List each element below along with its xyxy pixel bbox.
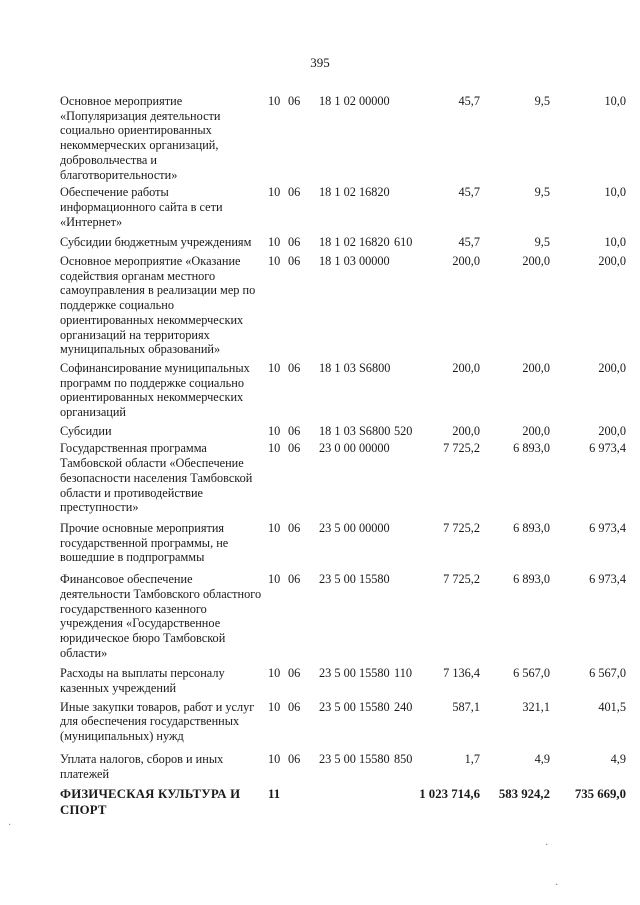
- row-value-2: 4,9: [534, 751, 550, 766]
- row-section: 10: [268, 423, 281, 438]
- row-value-3: 6 973,4: [589, 441, 626, 456]
- row-subsection: 06: [288, 94, 301, 108]
- row-value-1: 200,0: [452, 254, 480, 269]
- row-value-2: 6 893,0: [513, 520, 550, 535]
- row-target-code: 23 5 00 15580: [319, 699, 390, 714]
- row-target-code: 18 1 02 00000: [319, 94, 390, 108]
- row-value-1: 45,7: [458, 235, 480, 250]
- row-name: Субсидии: [60, 423, 112, 438]
- row-value-1: 7 725,2: [443, 572, 480, 587]
- row-value-2: 6 567,0: [513, 666, 550, 681]
- row-value-3: 200,0: [598, 360, 626, 375]
- row-value-1: 7 136,4: [443, 666, 480, 681]
- row-subsection: 06: [288, 254, 301, 269]
- row-expense-type: 110: [394, 666, 412, 681]
- row-target-code: 23 5 00 15580: [319, 666, 390, 681]
- row-name: Государственная программа Тамбовской области «Обеспечение безопасности населения Тамбовской области и противодействие преступности»: [60, 441, 253, 515]
- row-name: Прочие основные мероприятия государственной программы, не вошедшие в подпрограммы: [60, 520, 229, 565]
- row-target-code: 23 0 00 00000: [319, 441, 390, 456]
- row-value-1: 7 725,2: [443, 520, 480, 535]
- row-subsection: 06: [288, 699, 301, 714]
- row-subsection: 06: [288, 751, 301, 766]
- table-row: [60, 185, 626, 229]
- row-target-code: 23 5 00 00000: [319, 520, 390, 535]
- row-name: Основное мероприятие «Популяризация деятельности социально ориентированных некоммерческих организаций, добровольчества и благотворительности»: [60, 94, 221, 182]
- row-section: 10: [268, 360, 281, 375]
- row-subsection: 06: [288, 520, 301, 535]
- row-name: Иные закупки товаров, работ и услуг для обеспечения государственных (муниципальных) нужд: [60, 699, 255, 744]
- row-value-3: 10,0: [604, 185, 626, 200]
- row-value-2: 583 924,2: [498, 787, 550, 802]
- table-row: [60, 441, 626, 515]
- row-section: 10: [268, 699, 281, 714]
- row-value-1: 1,7: [464, 751, 480, 766]
- row-subsection: 06: [288, 423, 301, 438]
- row-name: Софинансирование муниципальных программ по поддержке социально ориентированных некоммерческих организаций: [60, 360, 250, 420]
- page-number: 395: [310, 55, 330, 70]
- row-value-2: 9,5: [534, 94, 550, 108]
- row-subsection: 06: [288, 666, 301, 681]
- row-value-1: 45,7: [458, 185, 480, 200]
- row-value-2: 200,0: [522, 360, 550, 375]
- row-value-3: 10,0: [604, 94, 626, 108]
- row-target-code: 23 5 00 15580: [319, 572, 390, 587]
- row-subsection: 06: [288, 185, 301, 200]
- row-value-2: 200,0: [522, 423, 550, 438]
- row-value-2: 200,0: [522, 254, 550, 269]
- row-value-1: 45,7: [458, 94, 480, 108]
- row-subsection: 06: [288, 441, 301, 456]
- row-name: Субсидии бюджетным учреждениям: [60, 235, 252, 250]
- row-expense-type: 520: [394, 423, 413, 438]
- table-row: [60, 424, 626, 439]
- row-value-2: 9,5: [534, 235, 550, 250]
- row-section: 10: [268, 235, 281, 250]
- table-row: [60, 700, 626, 744]
- table-row: [60, 666, 626, 695]
- row-name: Расходы на выплаты персоналу казенных учреждений: [60, 666, 225, 696]
- row-value-2: 321,1: [522, 699, 550, 714]
- table-row: [60, 572, 626, 660]
- row-value-1: 200,0: [452, 423, 480, 438]
- row-value-2: 9,5: [534, 185, 550, 200]
- table-row: [60, 521, 626, 565]
- row-section: 10: [268, 751, 281, 766]
- row-name: Финансовое обеспечение деятельности Тамбовского областного государственного казенного учреждения «Государственное юридическое бюро Тамбовской области»: [60, 572, 262, 660]
- table-row: [60, 752, 626, 781]
- row-section: 10: [268, 254, 281, 269]
- row-value-3: 10,0: [604, 235, 626, 250]
- table-row: [60, 254, 626, 357]
- table-row-section-total: [60, 787, 626, 818]
- row-name: Обеспечение работы информационного сайта в сети «Интернет»: [60, 185, 223, 229]
- row-subsection: 06: [288, 360, 301, 375]
- row-value-3: 6 973,4: [589, 572, 626, 587]
- row-value-3: 4,9: [610, 751, 626, 766]
- row-expense-type: 240: [394, 699, 413, 714]
- row-section: 10: [268, 185, 281, 200]
- scan-speck: ·: [545, 840, 549, 851]
- table-row: [60, 361, 626, 420]
- row-section: 10: [268, 666, 281, 681]
- row-name: Основное мероприятие «Оказание содействия органам местного самоуправления в реализации мер по поддержке социально ориентированных некоммерческих организаций на территориях муниципальных образований»: [60, 254, 256, 357]
- row-value-3: 735 669,0: [574, 787, 626, 802]
- row-target-code: 18 1 03 S6800: [319, 423, 391, 438]
- row-section: 11: [268, 787, 281, 802]
- row-value-1: 1 023 714,6: [419, 787, 480, 802]
- row-subsection: 06: [288, 572, 301, 587]
- row-target-code: 18 1 03 S6800: [319, 360, 391, 375]
- row-value-1: 200,0: [452, 360, 480, 375]
- budget-table: [60, 94, 626, 818]
- row-expense-type: 610: [394, 235, 413, 250]
- row-value-1: 7 725,2: [443, 441, 480, 456]
- row-section: 10: [268, 441, 281, 456]
- row-target-code: 18 1 02 16820: [319, 185, 390, 200]
- row-subsection: 06: [288, 235, 301, 250]
- row-value-3: 401,5: [598, 699, 626, 714]
- row-name: ФИЗИЧЕСКАЯ КУЛЬТУРА И СПОРТ: [60, 787, 241, 817]
- table-row: [60, 235, 626, 250]
- row-value-2: 6 893,0: [513, 572, 550, 587]
- row-expense-type: 850: [394, 751, 413, 766]
- row-target-code: 18 1 03 00000: [319, 254, 390, 269]
- row-value-1: 587,1: [452, 699, 480, 714]
- row-value-3: 6 973,4: [589, 520, 626, 535]
- row-name: Уплата налогов, сборов и иных платежей: [60, 751, 224, 781]
- table-row: [60, 94, 626, 182]
- row-value-3: 200,0: [598, 254, 626, 269]
- row-target-code: 23 5 00 15580: [319, 751, 390, 766]
- scan-speck: ·: [555, 880, 559, 891]
- scan-speck: ·: [8, 820, 12, 831]
- row-value-2: 6 893,0: [513, 441, 550, 456]
- row-section: 10: [268, 572, 281, 587]
- row-section: 10: [268, 520, 281, 535]
- row-value-3: 6 567,0: [589, 666, 626, 681]
- row-value-3: 200,0: [598, 423, 626, 438]
- row-section: 10: [268, 94, 281, 108]
- row-target-code: 18 1 02 16820: [319, 235, 390, 250]
